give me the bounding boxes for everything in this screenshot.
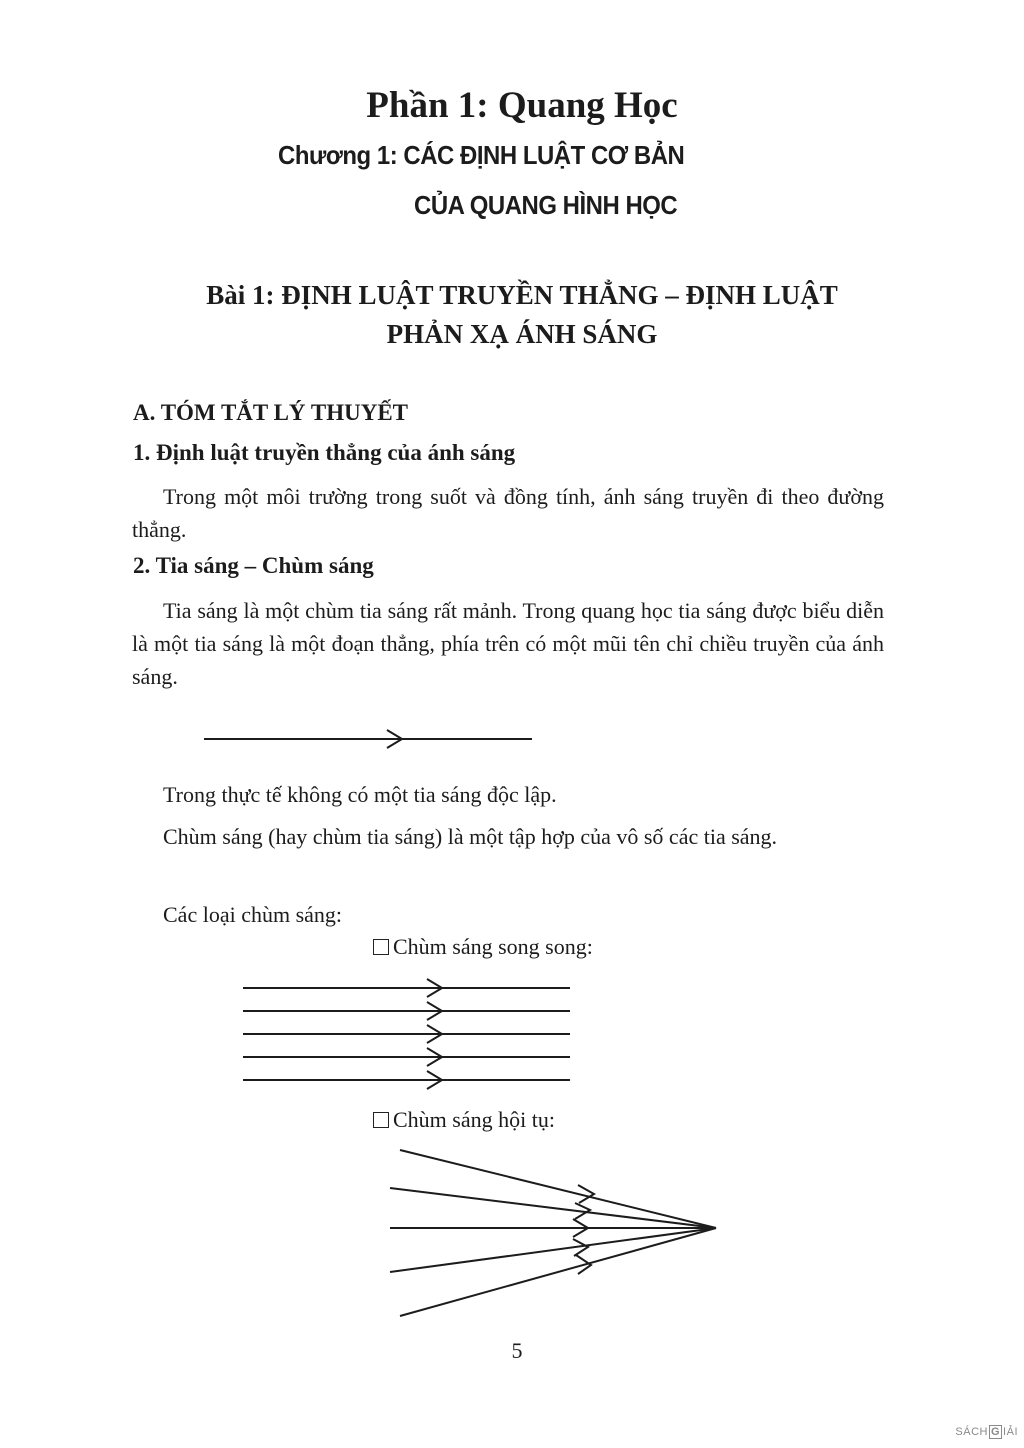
converging-beam-label-text: Chùm sáng hội tụ: [393,1107,555,1132]
beam-types-text: Các loại chùm sáng: [163,902,343,927]
subsection-1-heading: 1. Định luật truyền thẳng của ánh sáng [133,440,516,465]
lesson-title-line2: PHẢN XẠ ÁNH SÁNG [386,319,658,349]
brand-watermark [955,1425,1018,1439]
subsection-1-text: Trong một môi trường trong suốt và đồng tính, ánh sáng truyền đi theo đường thẳng. [132,484,884,542]
brand-left-text: SÁCH [955,1426,988,1438]
brand-logo-icon: G [990,1426,1001,1438]
single-ray-diagram [204,730,532,748]
lesson-title-line1: Bài 1: ĐỊNH LUẬT TRUYỀN THẲNG – ĐỊNH LUẬT [206,280,838,310]
ray-definition-text: Tia sáng là một chùm tia sáng rất mảnh. Trong quang học tia sáng được biểu diễn là một tia sáng là một đoạn thẳng, phía trên có một mũi tên chỉ chiều truyền của ánh sáng. [132,598,884,689]
subsection-2-heading: 2. Tia sáng – Chùm sáng [133,553,374,578]
no-single-ray-text: Trong thực tế không có một tia sáng độc lập. [163,782,557,807]
page-number: 5 [511,1338,523,1363]
section-a-heading: A. TÓM TẮT LÝ THUYẾT [133,400,409,425]
parallel-beam-label-text: Chùm sáng song song: [393,934,593,959]
converging-beam-diagram [390,1150,716,1316]
brand-right-text: IẢI [1003,1426,1018,1438]
parallel-beam-diagram [243,979,570,1089]
beam-definition-text: Chùm sáng (hay chùm tia sáng) là một tập hợp của vô số các tia sáng. [163,824,778,849]
part-title: Phần 1: Quang Học [366,85,678,126]
chapter-title-line1: Chương 1: CÁC ĐỊNH LUẬT CƠ BẢN [278,140,685,170]
chapter-title-line2: CỦA QUANG HÌNH HỌC [414,190,678,220]
